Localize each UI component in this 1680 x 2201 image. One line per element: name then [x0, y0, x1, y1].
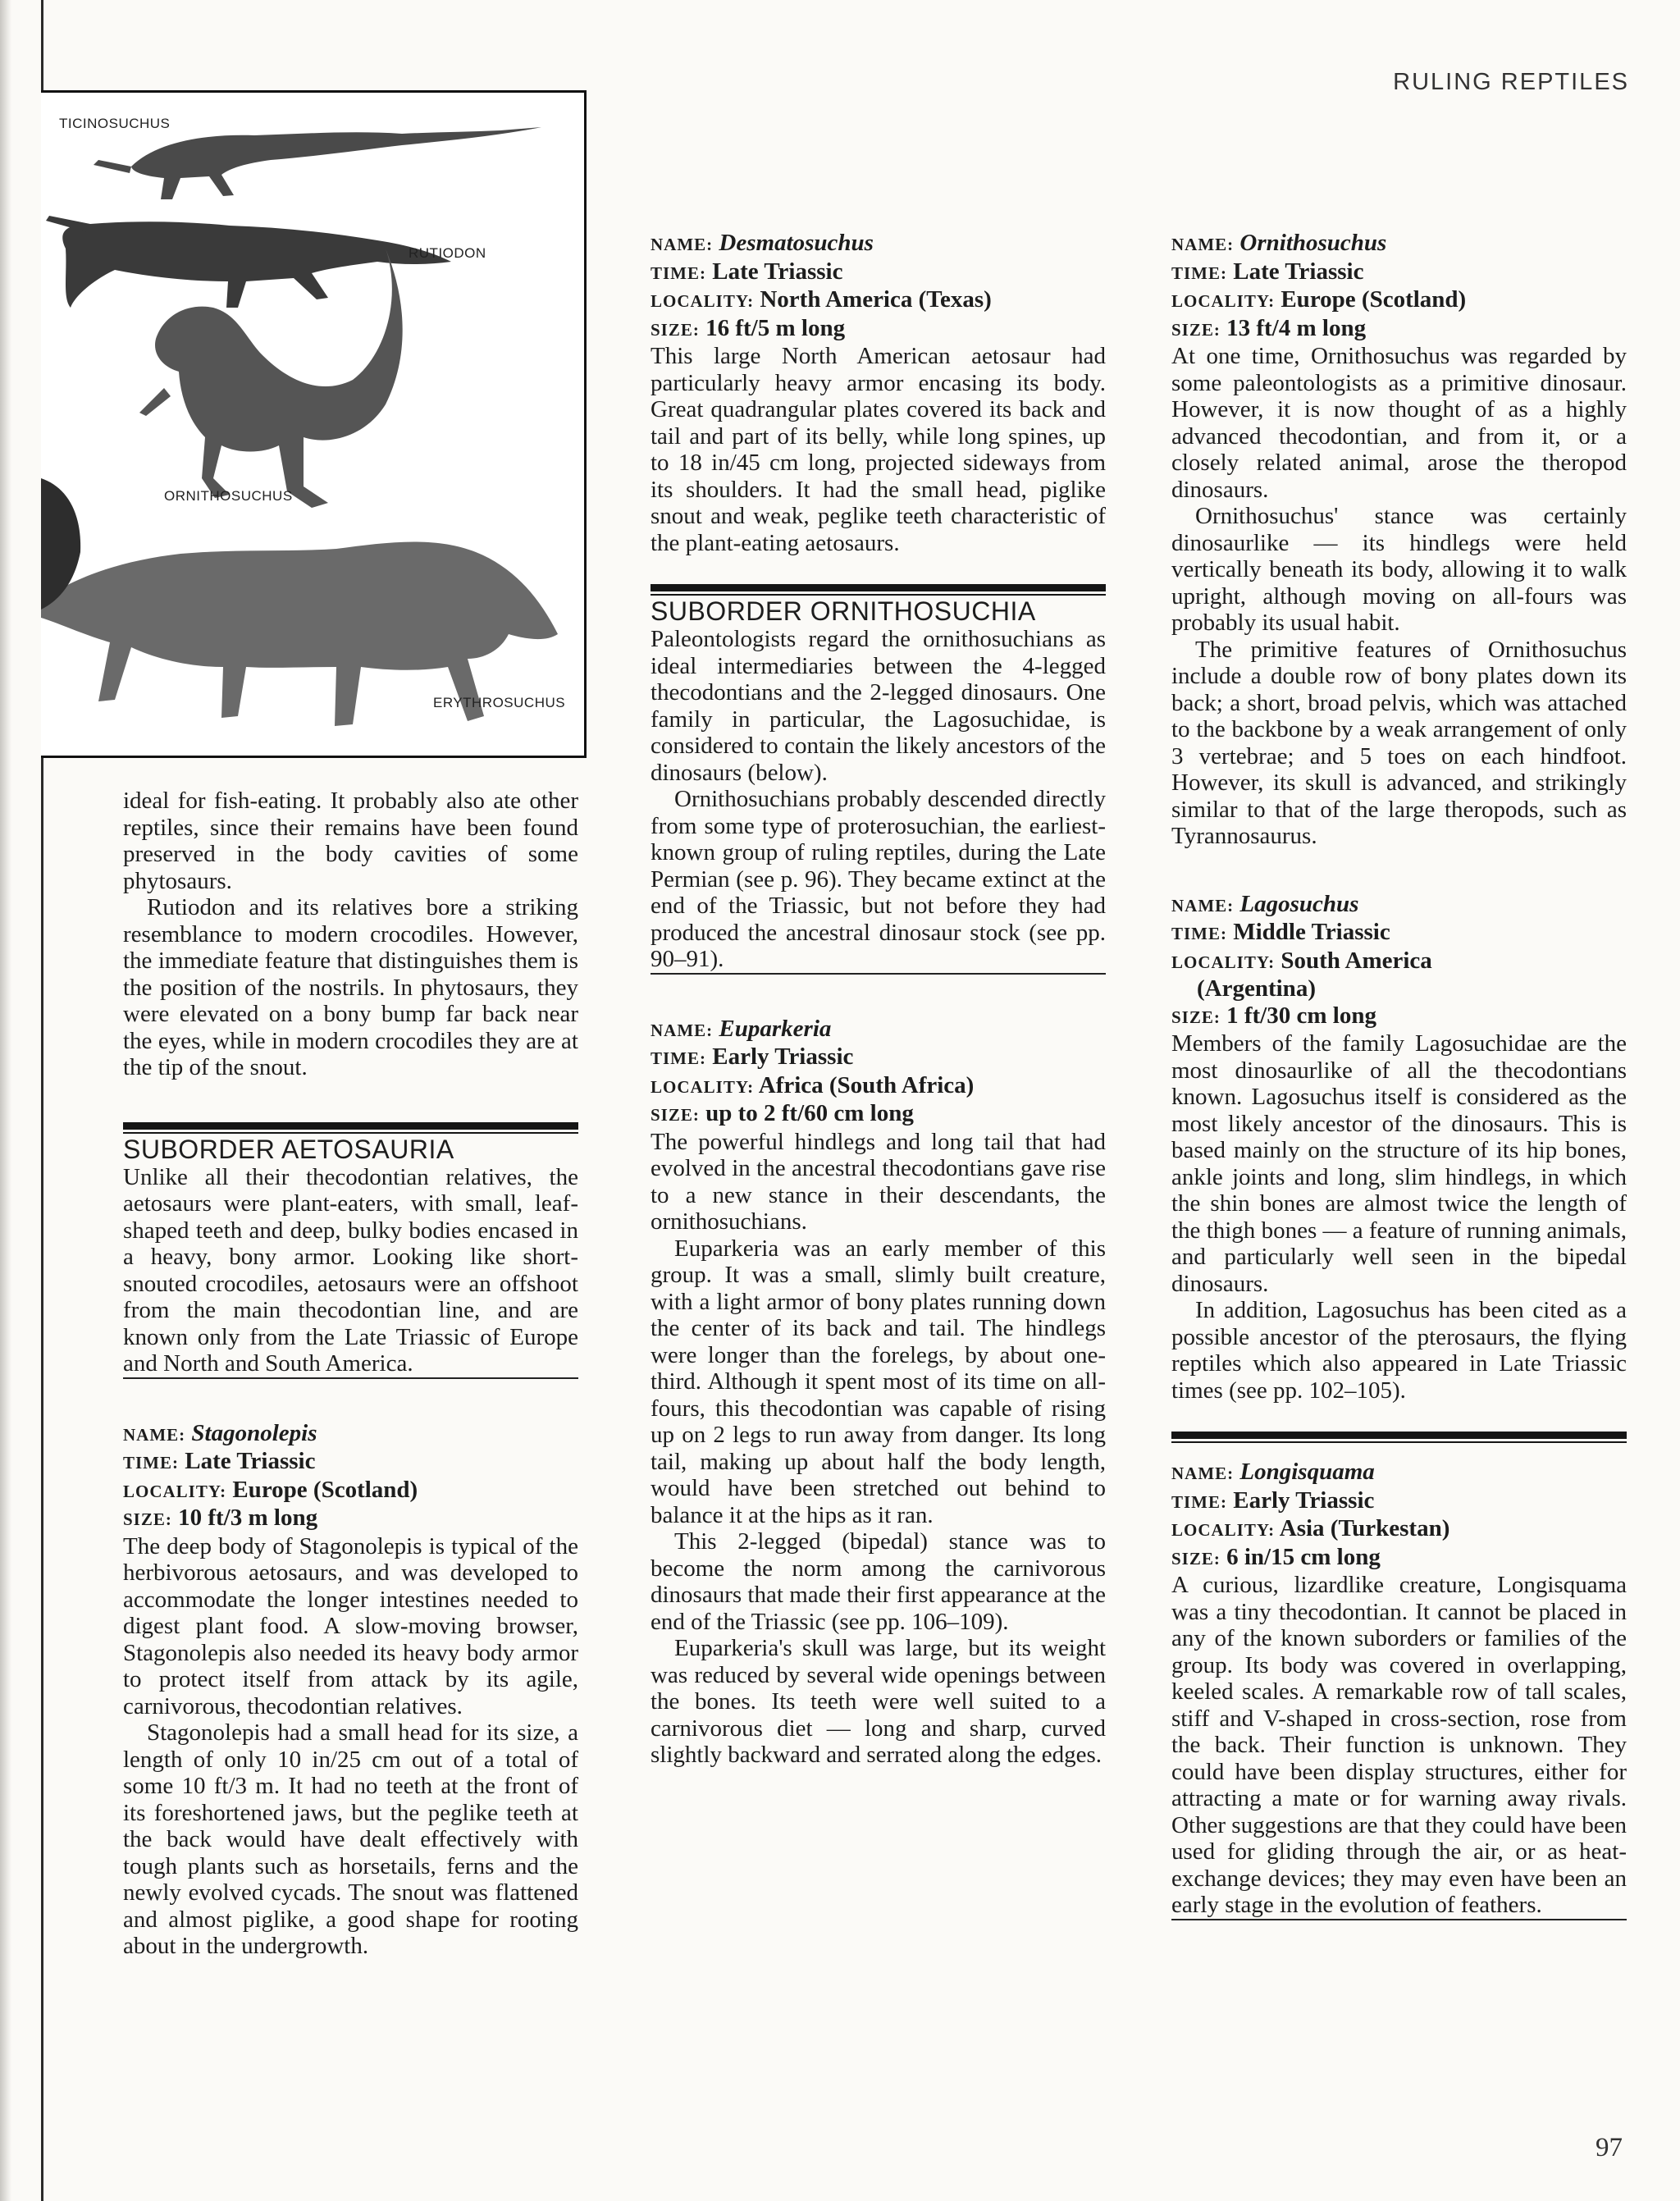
entry-name: Desmatosuchus — [719, 230, 874, 256]
field-key: SIZE: — [1171, 319, 1221, 340]
euparkeria-paragraph-4: Euparkeria's skull was large, but its weight was reduced by several wide openings between the bones. Its teeth were well suited to a carnivorous diet — long and sharp, curved slightly backward and serrated along the edges. — [651, 1635, 1106, 1768]
ornithosuchia-paragraph-2: Ornithosuchians probably descended directly from some type of proterosuchian, the earliest-known group of ruling reptiles, during the Late Permian (see p. 96). They became extinct at the end of the Triassic, but not before they had produced the ancestral dinosaur stock (see pp. 90–91). — [651, 786, 1106, 972]
section-divider — [1171, 1432, 1627, 1444]
reptile-drawings — [41, 93, 584, 756]
heading-suborder-aetosauria: SUBORDER AETOSAURIA — [123, 1134, 454, 1164]
entry-name: Stagonolepis — [191, 1419, 317, 1446]
field-key: LOCALITY: — [1171, 952, 1276, 972]
label-erythrosuchus: ERYTHROSUCHUS — [433, 695, 566, 710]
field-key: NAME: — [1171, 895, 1235, 916]
field-key: LOCALITY: — [123, 1481, 227, 1501]
entry-name: Euparkeria — [719, 1015, 832, 1042]
entry-field — [123, 1448, 578, 1477]
field-key: TIME: — [1171, 924, 1227, 943]
stagonolepis-paragraph-1: The deep body of Stagonolepis is typical of the herbivorous aetosaurs, and was developed to accommodate the longer intestines needed to digest plant food. A slow-moving browser, Stagonolepis also needed its heavy body armor to protect itself from attack by its agile, carnivorous, thecodontian relatives. — [123, 1532, 578, 1719]
entry-field — [1171, 1487, 1627, 1516]
entry-locality: Asia (Turkestan) — [1279, 1515, 1450, 1541]
reptile-illustration — [41, 90, 587, 758]
field-key: LOCALITY: — [1171, 1520, 1276, 1540]
entry-lagosuchus — [1171, 891, 1627, 1404]
field-key: NAME: — [1171, 235, 1235, 254]
field-key: TIME: — [123, 1453, 179, 1473]
intro-paragraph-1: ideal for fish-eating. It probably also ate other reptiles, since their remains have been found preserved in the body cavities of some phytosaurs. — [123, 788, 578, 894]
euparkeria-paragraph-3: This 2-legged (bipedal) stance was to become the norm among the carnivorous dinosaurs that made their first appearance at the end of the Triassic (see pp. 106–109). — [651, 1528, 1106, 1635]
entry-time: Early Triassic — [1233, 1486, 1375, 1514]
entry-time: Late Triassic — [1233, 258, 1364, 285]
euparkeria-paragraph-2: Euparkeria was an early member of this group. It was a small, slimly built creature, with a light armor of bony plates running down the center of its back and tail. The hindlegs were longer than the forelegs, by about one-third. Although it spent most of its time on all-fours, this thecodontian was capable of rising up on 2 legs to run away from danger. Its long tail, making up about half the body length, would have been stretched out behind to balance it at the hips as it ran. — [651, 1235, 1106, 1528]
entry-euparkeria — [651, 1016, 1106, 1769]
entry-locality: Europe (Scotland) — [232, 1476, 418, 1503]
ornithosuchus-paragraph-2: Ornithosuchus' stance was certainly dinosaurlike — its hindlegs were held vertically beneath its body, allowing it to walk upright, although moving on all-fours was probably its usual habit. — [1171, 503, 1627, 636]
ornithosuchia-paragraph-1: Paleontologists regard the ornithosuchians as ideal intermediaries between the 4-legged thecodontians and the 2-legged dinosaurs. One family in particular, the Lagosuchidae, is considered to contain the likely ancestors of the dinosaurs (below). — [651, 626, 1106, 786]
entry-locality: South America — [1281, 947, 1432, 974]
entry-field — [1171, 286, 1627, 315]
field-key: TIME: — [1171, 263, 1227, 283]
entry-field — [651, 1016, 1106, 1044]
field-key: SIZE: — [651, 1105, 700, 1125]
field-key: TIME: — [651, 1048, 706, 1068]
entry-field — [123, 1505, 578, 1533]
field-key: NAME: — [651, 1020, 714, 1040]
field-key: LOCALITY: — [651, 1076, 755, 1097]
field-key: SIZE: — [1171, 1007, 1221, 1027]
entry-time: Late Triassic — [185, 1448, 316, 1474]
rule — [1171, 1919, 1627, 1920]
label-rutiodon: RUTIODON — [409, 245, 486, 261]
entry-name: Longisquama — [1239, 1459, 1375, 1485]
entry-field — [1171, 919, 1627, 948]
euparkeria-paragraph-1: The powerful hindlegs and long tail that had evolved in the ancestral thecodontians gave rise to a new stance in their descendants, the ornithosuchians. — [651, 1128, 1106, 1235]
entry-locality: Europe (Scotland) — [1281, 286, 1467, 313]
field-key: LOCALITY: — [1171, 291, 1276, 311]
field-key: NAME: — [123, 1424, 186, 1445]
entry-locality: Africa (South Africa) — [758, 1071, 975, 1098]
entry-field — [651, 1043, 1106, 1072]
field-key: LOCALITY: — [651, 291, 755, 311]
field-key: NAME: — [651, 235, 714, 254]
stagonolepis-paragraph-2: Stagonolepis had a small head for its size, a length of only 10 in/25 cm out of a total of some 10 ft/3 m. It had no teeth at the front of its foreshortened jaws, but the peglike teeth at the back would have dealt effectively with tough plants such as horsetails, ferns and the newly evolved cycads. The snout was flattened and almost piglike, a good shape for rooting about in the undergrowth. — [123, 1719, 578, 1959]
entry-size: 1 ft/30 cm long — [1226, 1002, 1376, 1029]
field-key: SIZE: — [1171, 1548, 1221, 1569]
column-1 — [123, 788, 578, 1960]
entry-locality: North America (Texas) — [760, 286, 992, 313]
desmatosuchus-paragraph: This large North American aetosaur had particularly heavy armor encasing its body. Great quadrangular plates covered its back and tail and part of its belly, while long spines, up to 18 in/45 cm long, projected sideways from its shoulders. It had the small head, piglike snout and weak, peglike teeth characteristic of the plant-eating aetosaurs. — [651, 343, 1106, 556]
field-key: NAME: — [1171, 1464, 1235, 1483]
field-key: SIZE: — [651, 319, 700, 340]
column-3 — [1171, 230, 1627, 1920]
entry-field — [651, 315, 1106, 344]
entry-field — [1171, 948, 1627, 976]
entry-field — [1171, 230, 1627, 258]
page-number: 97 — [1596, 2133, 1623, 2162]
label-ticinosuchus: TICINOSUCHUS — [59, 116, 171, 131]
entry-time: Early Triassic — [712, 1043, 854, 1070]
ornithosuchus-paragraph-1: At one time, Ornithosuchus was regarded by some paleontologists as a primitive dinosaur. However, it is now thought of as a highly advanced thecodontian, and from it, or a closely related animal, arose the theropod dinosaurs. — [1171, 343, 1627, 503]
entry-ornithosuchus — [1171, 230, 1627, 850]
section-divider — [651, 584, 1106, 596]
entry-longisquama — [1171, 1459, 1627, 1919]
entry-field — [1171, 975, 1627, 1002]
entry-size: 13 ft/4 m long — [1226, 314, 1367, 341]
entry-field — [651, 1072, 1106, 1101]
entry-field — [123, 1420, 578, 1449]
entry-field — [1171, 1515, 1627, 1544]
aetosauria-text: Unlike all their thecodontian relatives, the aetosaurs were plant-eaters, with small, leaf-shaped teeth and deep, bulky bodies encased in a heavy, bony armor. Looking like short-snouted crocodiles, aetosaurs were an offshoot from the main thecodontian line, and are known only from the Late Triassic of Europe and North and South America. — [123, 1163, 578, 1377]
section-divider — [123, 1122, 578, 1135]
lagosuchus-paragraph-2: In addition, Lagosuchus has been cited as a possible ancestor of the pterosaurs, the flying reptiles which also appeared in Late Triassic times (see pp. 102–105). — [1171, 1297, 1627, 1404]
longisquama-paragraph: A curious, lizardlike creature, Longisquama was a tiny thecodontian. It cannot be placed in any of the known suborders or families of the group. Its body was covered in overlapping, keeled scales. A remarkable row of tall scales, stiff and V-shaped in cross-section, rose from the back. Their function is unknown. They could have been display structures, either for attracting a mate or for warning away rivals. Other suggestions are that they could have been used for gliding through the air, or as heat-exchange devices; they may even have been an early stage in the evolution of feathers. — [1171, 1572, 1627, 1918]
field-key: TIME: — [651, 263, 706, 283]
label-ornithosuchus: ORNITHOSUCHUS — [164, 488, 293, 504]
entry-name: Lagosuchus — [1239, 890, 1359, 917]
column-2 — [651, 230, 1106, 1769]
running-head: RULING REPTILES — [1393, 69, 1629, 95]
entry-time: Late Triassic — [712, 258, 843, 285]
entry-time: Middle Triassic — [1233, 919, 1390, 945]
entry-field — [1171, 891, 1627, 920]
field-key: TIME: — [1171, 1491, 1227, 1512]
entry-field — [123, 1477, 578, 1505]
heading-suborder-ornithosuchia: SUBORDER ORNITHOSUCHIA — [651, 596, 1036, 626]
entry-field — [651, 286, 1106, 315]
entry-stagonolepis — [123, 1420, 578, 1960]
entry-field — [651, 1100, 1106, 1129]
entry-field — [1171, 1002, 1627, 1031]
field-key: SIZE: — [123, 1509, 172, 1529]
entry-field — [651, 258, 1106, 287]
entry-field — [1171, 1544, 1627, 1573]
ornithosuchus-paragraph-3: The primitive features of Ornithosuchus include a double row of bony plates down its back; a short, broad pelvis, which was attached to the backbone by a weak arrangement of only 3 vertebrae; and 5 toes on each hindfoot. However, its skull is advanced, and strikingly similar to that of the large theropods, such as Tyrannosaurus. — [1171, 636, 1627, 849]
entry-locality-continued: (Argentina) — [1197, 975, 1316, 1002]
entry-field — [651, 230, 1106, 258]
entry-size: 6 in/15 cm long — [1226, 1543, 1381, 1570]
ornithosuchus-drawing — [139, 249, 403, 508]
entry-field — [1171, 258, 1627, 287]
entry-size: up to 2 ft/60 cm long — [705, 1100, 914, 1126]
entry-size: 10 ft/3 m long — [178, 1505, 318, 1531]
entry-field — [1171, 1459, 1627, 1487]
lagosuchus-paragraph-1: Members of the family Lagosuchidae are the most dinosaurlike of all the thecodontians known. Lagosuchus itself is considered as the most likely ancestor of the dinosaurs. This is based mainly on the structure of its hip bones, ankle joints and long, slim hindlegs, in which the shin bones are almost twice the length of the thigh bones — a feature of running animals, and particularly well seen in the bipedal dinosaurs. — [1171, 1030, 1627, 1297]
entry-size: 16 ft/5 m long — [705, 314, 846, 341]
entry-name: Ornithosuchus — [1239, 230, 1387, 256]
ticinosuchus-drawing — [94, 127, 541, 199]
entry-desmatosuchus — [651, 230, 1106, 556]
entry-field — [1171, 315, 1627, 344]
intro-paragraph-2: Rutiodon and its relatives bore a striking resemblance to modern crocodiles. However, the immediate feature that distinguishes them is the position of the nostrils. In phytosaurs, they were elevated on a bony bump far back near the eyes, while in modern crocodiles they are at the tip of the snout. — [123, 894, 578, 1080]
page-gutter-shadow — [0, 0, 11, 2201]
